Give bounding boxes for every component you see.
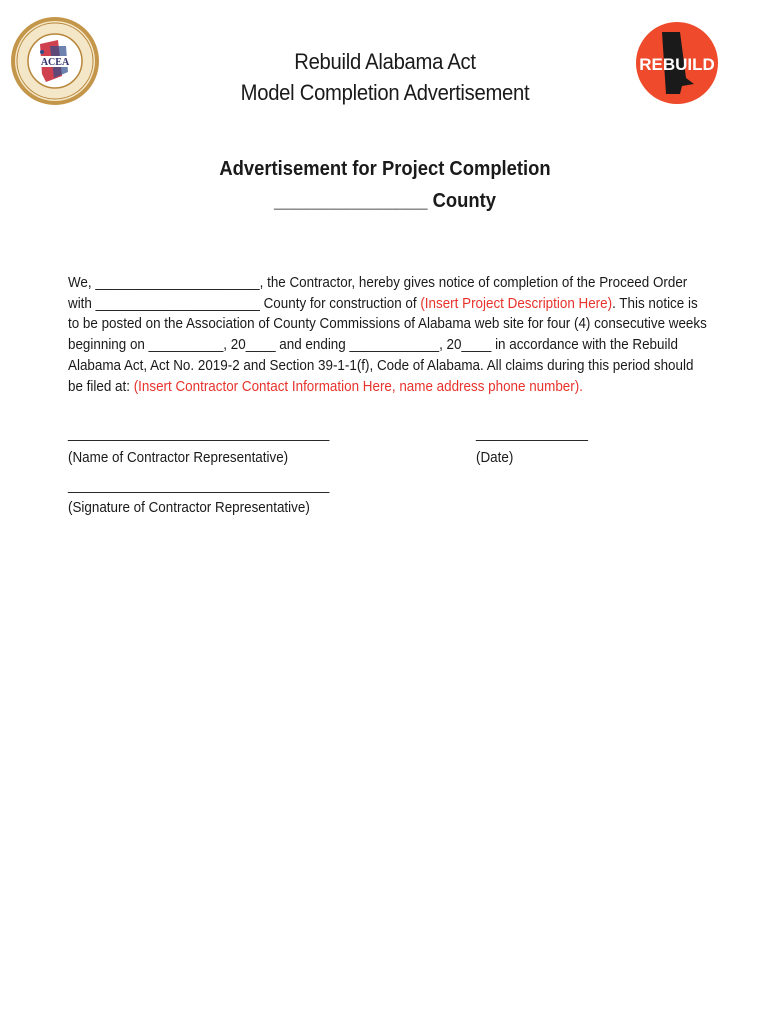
page-title-line1: Rebuild Alabama Act — [294, 49, 476, 74]
notice-paragraph — [68, 273, 708, 397]
signature-line: ___________________________________ — [68, 478, 330, 494]
name-label: (Name of Contractor Representative) — [68, 450, 289, 466]
name-signature-line: ___________________________________ — [68, 426, 330, 442]
acca-seal-text: ACEA — [40, 57, 70, 68]
project-description-placeholder: (Insert Project Description Here) — [420, 295, 613, 312]
advertisement-heading: Advertisement for Project Completion — [219, 158, 551, 180]
signature-label: (Signature of Contractor Representative) — [68, 500, 310, 516]
date-line: _______________ — [476, 426, 589, 442]
rebuild-logo-text: REBUILD — [639, 55, 715, 74]
contractor-contact-placeholder: (Insert Contractor Contact Information Here, name address phone number). — [133, 378, 583, 395]
page-title-line2: Model Completion Advertisement — [240, 80, 530, 105]
notice-text-part1: We, ______________________, the Contractor, hereby gives notice of completion of the Proceed Order with ______________________ County for construction of — [68, 275, 688, 312]
date-label: (Date) — [476, 450, 514, 466]
notice-text-part2: . This notice is to be posted on the Association of County Commissions of Alabama web site for four (4) consecutive weeks beginning on __________, 20____ and ending ____________, 20____ in accordance with the Rebuild Alabama Act, Act No. 2019-2 and Section 39-1-1(f), Code of Alabama. All claims during this period should be filed at: — [68, 295, 707, 395]
county-heading: _______________ County — [274, 190, 496, 212]
